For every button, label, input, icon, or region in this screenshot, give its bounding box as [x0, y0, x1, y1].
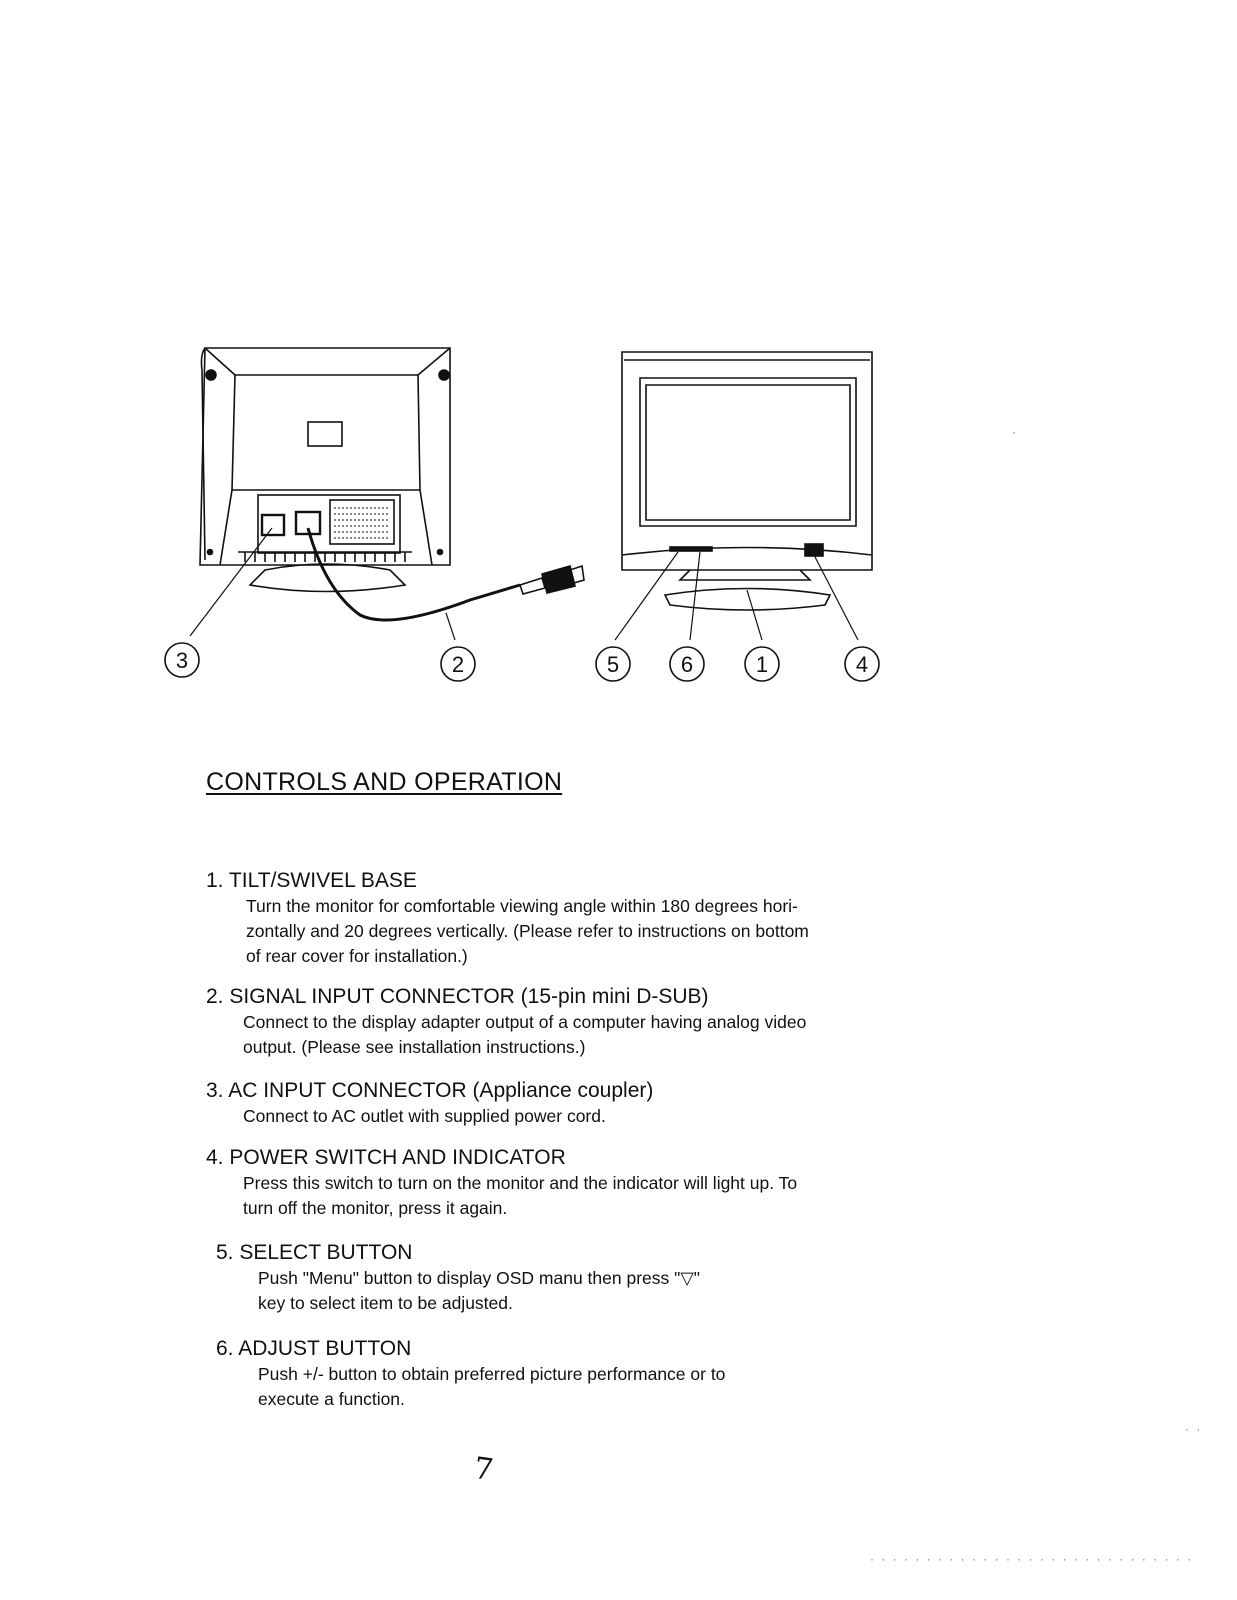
- item-desc-line: of rear cover for installation.): [246, 946, 468, 966]
- item-title: 2. SIGNAL INPUT CONNECTOR (15-pin mini D-SUB): [206, 985, 709, 1008]
- monitor-diagram-svg: [150, 330, 910, 700]
- item-title: 1. TILT/SWIVEL BASE: [206, 869, 417, 892]
- callout-3: [165, 643, 199, 677]
- item-desc-line: Press this switch to turn on the monitor and the indicator will light up. To: [243, 1173, 798, 1193]
- callout-4: [845, 647, 879, 681]
- control-item-ac-input-connector: [206, 1078, 906, 1129]
- callout-2-label: 2: [451, 652, 465, 677]
- control-item-signal-input-connector: [206, 984, 906, 1060]
- item-title: 6. ADJUST BUTTON: [216, 1337, 412, 1360]
- item-title: 3. AC INPUT CONNECTOR (Appliance coupler): [206, 1079, 654, 1102]
- callout-1-label: 1: [755, 652, 769, 677]
- item-desc-line: turn off the monitor, press it again.: [243, 1198, 508, 1218]
- scan-artifact: ·: [1012, 425, 1018, 439]
- callout-6: [670, 647, 704, 681]
- item-title: 4. POWER SWITCH AND INDICATOR: [206, 1146, 566, 1169]
- front-view-monitor: [622, 352, 872, 610]
- item-desc-line: Connect to the display adapter output of a computer having analog video: [243, 1012, 807, 1032]
- item-desc-line: Connect to AC outlet with supplied power cord.: [243, 1106, 606, 1126]
- scan-artifact: · · · · · · · · · · · · · · · · · · · · · · · · · · · · ·: [870, 1552, 1194, 1566]
- callout-3-label: 3: [175, 648, 189, 673]
- callout-1: [745, 647, 779, 681]
- callout-5-label: 5: [606, 652, 620, 677]
- scan-artifact: · ·: [1185, 1422, 1203, 1436]
- control-item-select-button: [216, 1240, 906, 1316]
- monitor-illustrations: [150, 330, 910, 700]
- section-heading: CONTROLS AND OPERATION: [206, 768, 563, 796]
- page-number: 7: [471, 1450, 496, 1489]
- item-desc-line: Push +/- button to obtain preferred picture performance or to: [258, 1364, 726, 1384]
- item-title: 5. SELECT BUTTON: [216, 1241, 413, 1264]
- control-item-tilt-swivel-base: [206, 868, 906, 969]
- rear-view-monitor: [200, 348, 584, 620]
- item-desc-line: Turn the monitor for comfortable viewing angle within 180 degrees hori-: [246, 896, 798, 916]
- control-item-adjust-button: [216, 1336, 906, 1412]
- item-desc-line: zontally and 20 degrees vertically. (Please refer to instructions on bottom: [246, 921, 809, 941]
- item-desc-line: key to select item to be adjusted.: [258, 1293, 513, 1313]
- callout-4-label: 4: [855, 652, 869, 677]
- control-item-power-switch: [206, 1145, 906, 1221]
- item-desc-line: execute a function.: [258, 1389, 405, 1409]
- callout-2: [441, 647, 475, 681]
- callout-5: [596, 647, 630, 681]
- item-desc-line: output. (Please see installation instructions.): [243, 1037, 586, 1057]
- callout-6-label: 6: [680, 652, 694, 677]
- item-desc-line: Push "Menu" button to display OSD manu then press "▽": [258, 1268, 701, 1288]
